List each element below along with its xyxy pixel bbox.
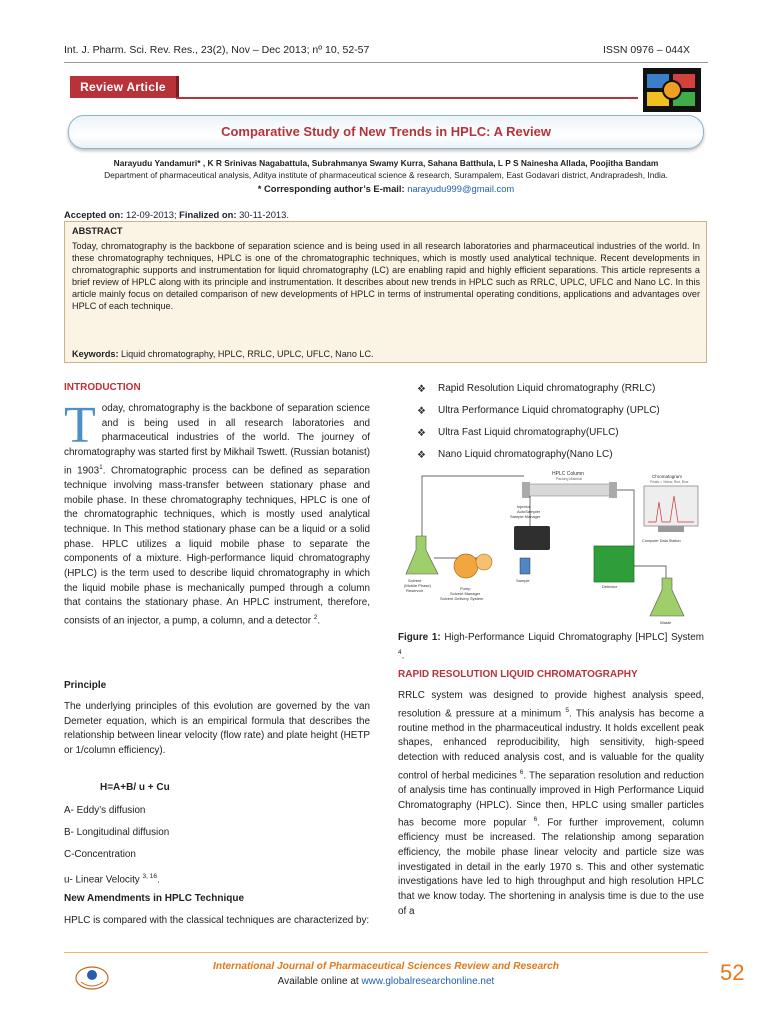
finalized-date: 30-11-2013. xyxy=(239,209,289,220)
rrlc-text-1: RRLC system was designed to provide highest analysis speed, resolution & pressure at a minimum xyxy=(398,690,704,719)
bullet-text: Nano Liquid chromatography(Nano LC) xyxy=(438,449,613,460)
waste-flask-icon xyxy=(650,578,684,616)
rrlc-text-3: . The separation resolution and reduction of analysis time has continually improved in High Performance Liquid Chromatography (HPLC). Since then, HPLC using smaller particles has become more popular xyxy=(398,770,704,829)
corresponding-label: * Corresponding author’s E-mail: xyxy=(257,183,405,194)
intro-ref-1: 1 xyxy=(99,463,103,471)
injector-icon xyxy=(514,526,550,550)
label-peaks: Peaks = Yellow, Red, Blue xyxy=(650,480,689,484)
intro-heading: INTRODUCTION xyxy=(64,382,141,393)
column-fitting-left xyxy=(522,482,530,498)
term-u xyxy=(64,870,160,888)
intro-ref-2: 2 xyxy=(313,614,318,622)
diamond-bullet-icon: ❖ xyxy=(417,384,426,395)
keywords-text: Liquid chromatography, HPLC, RRLC, UPLC, UFLC, Nano LC. xyxy=(121,349,374,359)
section-label: Review Article xyxy=(70,76,179,98)
waste-tubing xyxy=(634,566,666,578)
footer-availability xyxy=(64,976,708,987)
dates-line xyxy=(64,209,289,220)
solvent-flask-icon xyxy=(406,536,438,574)
bullet-text: Ultra Performance Liquid chromatography (UPLC) xyxy=(438,405,660,416)
page-number: 52 xyxy=(720,960,745,985)
corresponding-email[interactable]: narayudu999@gmail.com xyxy=(407,183,515,194)
rrlc-ref-2: 6 xyxy=(519,768,524,776)
header-rule xyxy=(64,62,708,63)
label-column: HPLC Column xyxy=(552,471,584,477)
term-u-ref: 3, 16 xyxy=(142,873,157,880)
equation: H=A+B/ u + Cu xyxy=(100,782,170,793)
label-delivery: Solvent Delivery System xyxy=(440,596,484,601)
issn: ISSN 0976 – 044X xyxy=(603,44,690,56)
keywords-label: Keywords: xyxy=(72,349,119,359)
rrlc-ref-3: 6 xyxy=(533,816,538,824)
intro-end: . xyxy=(317,615,321,627)
keywords xyxy=(72,349,374,359)
label-reservoir: Reservoir xyxy=(406,588,424,593)
rrlc-text-2: . This analysis has become a routine method in the pharmaceutical industry. It holds excellent peak shapes, enhanced reproducibility, high sensitivity, high-speed detection with reduced analysis cost, and is valuable for the quality control of herbal medicines xyxy=(398,708,704,782)
corresponding-author xyxy=(64,183,708,194)
new-amendments-text: HPLC is compared with the classical techniques are characterized by: xyxy=(64,915,370,926)
rrlc-paragraph xyxy=(398,689,704,919)
label-pump: Pump xyxy=(460,586,471,591)
figure-caption-label: Figure 1: xyxy=(398,632,441,643)
journal-citation: Int. J. Pharm. Sci. Rev. Res., 23(2), Nov – Dec 2013; nº 10, 52-57 xyxy=(64,44,370,56)
label-solvent-manager: Solvent Manager xyxy=(450,591,481,596)
figure-caption-text: High-Performance Liquid Chromatography [HPLC] System xyxy=(444,632,705,643)
label-solvent: Solvent xyxy=(408,578,422,583)
footer-available-label: Available online at xyxy=(277,976,359,987)
bullet-text: Ultra Fast Liquid chromatography(UFLC) xyxy=(438,427,619,438)
term-u-end: . xyxy=(156,874,160,886)
sample-vial-icon xyxy=(520,558,530,574)
author-list: Narayudu Yandamuri* , K R Srinivas Nagabattula, Subrahmanya Swamy Kurra, Sahana Batthula, L P S Nainesha Allada, Poojitha Bandam xyxy=(113,158,659,168)
footer-url-link[interactable]: www.globalresearchonline.net xyxy=(361,976,495,987)
label-sample: Sample xyxy=(516,578,530,583)
label-chromatogram: Chromatogram xyxy=(652,474,683,479)
principle-heading: Principle xyxy=(64,680,107,691)
label-data-station: Computer Data Station xyxy=(642,539,681,543)
bullet-text: Rapid Resolution Liquid chromatography (RRLC) xyxy=(438,383,656,394)
footer-journal: International Journal of Pharmaceutical Sciences Review and Research xyxy=(213,961,559,972)
article-title: Comparative Study of New Trends in HPLC: A Review xyxy=(221,124,551,139)
term-b: B- Longitudinal diffusion xyxy=(64,827,170,838)
monitor-stand xyxy=(658,526,684,532)
figure-ref: 4 xyxy=(398,648,402,656)
accepted-date: 12-09-2013; xyxy=(126,209,177,220)
abstract-heading: ABSTRACT xyxy=(72,226,123,236)
intro-lead: oday, chromatography is the backbone of separation science and is being used in all research laboratories and pharmaceutical industries of the world. The journey of chromatography was started first by Mikhail Tswett. (Russian botanist) in 1903 xyxy=(64,403,370,477)
column-fitting-right xyxy=(609,482,617,498)
footer-rule xyxy=(64,952,708,953)
figure-caption xyxy=(398,631,704,664)
finalized-label: Finalized on: xyxy=(179,209,237,220)
detector-icon xyxy=(594,546,634,582)
abstract-box xyxy=(64,221,707,363)
abstract-text: Today, chromatography is the backbone of separation science and is being used in all research laboratories and pharmaceutical industries of the world. In these chromatography techniques, HPLC is one of the chromatographic techniques, which is mostly used analytical technique. Recent developments in chromatographic supports and instrumentation for liquid chromatography (LC) are enabling rapid and highly efficient separations. This article represents a brief review of HPLC along with its principle and instrumentation. It describes about new trends in HPLC such as RRLC, UPLC, UFLC and Nano LC. In this article mainly focus on detailed comparison of new developments of HPLC in terms of instrumental operating conditions, applications and advantages over HPLC of each technique. xyxy=(72,241,700,311)
dropcap: T xyxy=(64,397,96,454)
journal-logo xyxy=(643,68,701,112)
rrlc-text-4: . For further improvement, column efficiency must be increased. The relationship among separation efficiency, the mobile phase linear velocity and particle size was investigated in detail in the early 1970 s. This and other systematic investigations have led to high throughput and high resolution HPLC that we know today. The shortening in analysis time is due to the use of a xyxy=(398,817,704,917)
intro-mid: . Chromatographic process can be defined as separation technique involving mass-transfer between stationary phase and mobile phase. In these chromatography techniques, HPLC is one of the chromatographic techniques, which is mostly used analytical technique. In This method stationary phase can be a liquid or a solid phase. HPLC utilizes a liquid mobile phase to separate the components of a mixture. High-performance liquid chromatography (HPLC) is the term used to describe liquid chromatography in which the liquid mobile phase is mechanically pumped through a column that contains the stationary phase. An HPLC instrument, therefore, consists of an injector, a pump, a column, and a detector xyxy=(64,465,370,627)
label-mobile-phase: (Mobile Phase) xyxy=(404,583,431,588)
pump-head-icon xyxy=(476,554,492,570)
label-waste: Waste xyxy=(660,620,672,625)
principle-text: The underlying principles of this evolution are governed by the van Demeter equation, which is an empirical formula that describes the relationship between linear velocity (flow rate) and plate height (HETP or 1/column efficiency). xyxy=(64,701,370,757)
monitor-icon xyxy=(644,486,698,526)
rrlc-ref-1: 5 xyxy=(565,706,570,714)
diamond-bullet-icon: ❖ xyxy=(417,428,426,439)
hplc-column-icon xyxy=(524,484,614,496)
term-c: C-Concentration xyxy=(64,849,136,860)
intro-paragraph xyxy=(64,397,370,629)
label-packing: Packing Material xyxy=(556,477,582,481)
label-sample-manager: Sample Manager xyxy=(510,514,541,519)
affiliation: Department of pharmaceutical analysis, Aditya institute of pharmaceutical science & research, Surampalem, East Godavari district, Andrapradesh, India. xyxy=(104,170,668,180)
section-rule xyxy=(176,97,638,99)
pump-icon xyxy=(454,554,478,578)
term-a: A- Eddy’s diffusion xyxy=(64,805,146,816)
accepted-label: Accepted on: xyxy=(64,209,124,220)
label-autosampler: AutoSampler xyxy=(517,509,541,514)
figure-caption-end: . xyxy=(401,650,405,661)
term-u-text: u- Linear Velocity xyxy=(64,874,140,886)
rrlc-heading: RAPID RESOLUTION LIQUID CHROMATOGRAPHY xyxy=(398,669,638,680)
label-injector: Injector xyxy=(517,504,531,509)
new-amendments-heading: New Amendments in HPLC Technique xyxy=(64,893,245,904)
diamond-bullet-icon: ❖ xyxy=(417,450,426,461)
article-title-box xyxy=(68,115,704,149)
hplc-system-figure xyxy=(404,466,704,626)
label-detector: Detector xyxy=(602,584,618,589)
diamond-bullet-icon: ❖ xyxy=(417,406,426,417)
